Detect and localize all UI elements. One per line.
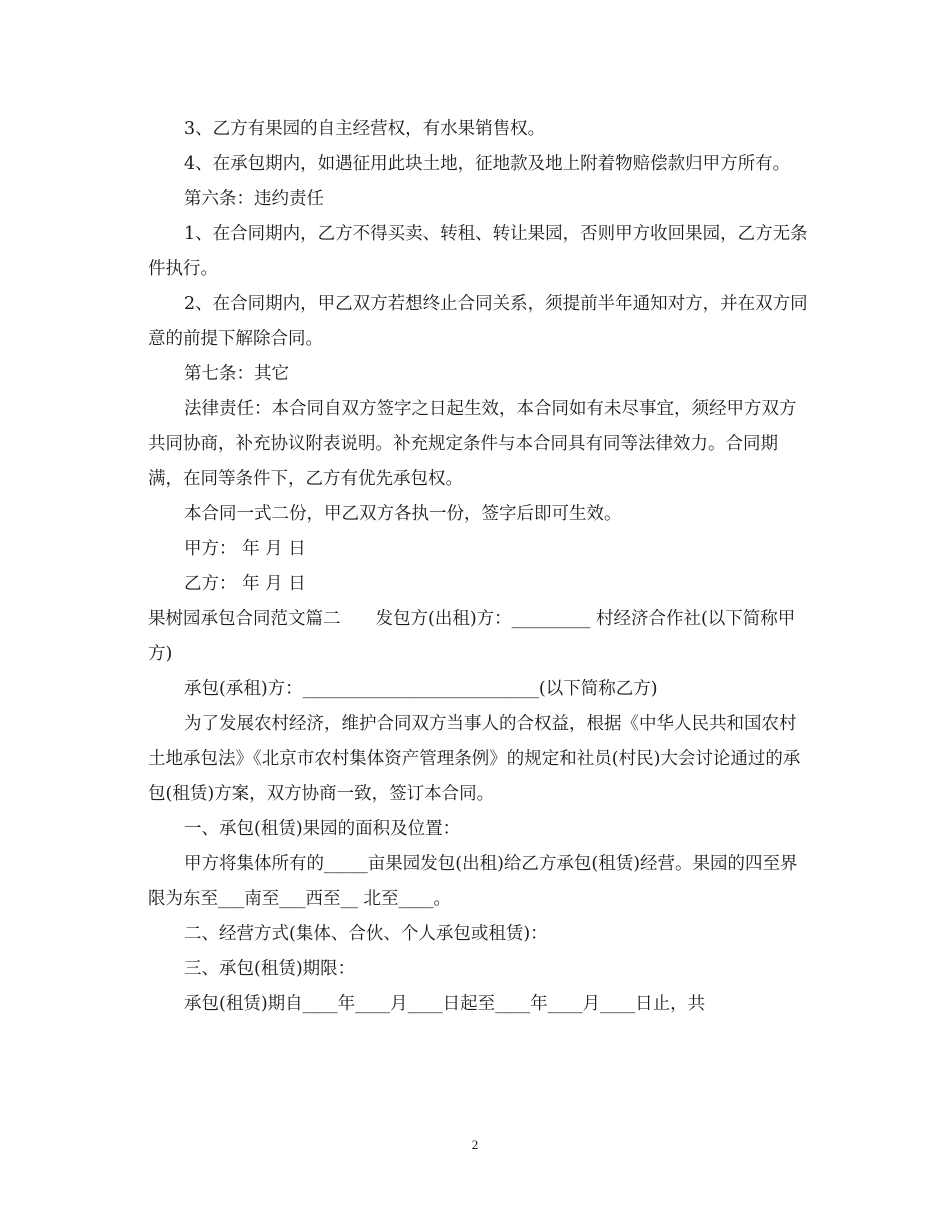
section-heading-operation-mode: 二、经营方式(集体、合伙、个人承包或租赁)： bbox=[184, 924, 548, 944]
paragraph-term: 承包(租赁)期自____年____月____日起至____年____月____日止，共 bbox=[184, 994, 706, 1014]
signature-party-b: 乙方： 年 月 日 bbox=[184, 574, 306, 594]
document-body bbox=[148, 112, 808, 1022]
paragraph-contractor: 承包(承租)方：___________________________(以下简称乙方) bbox=[184, 679, 658, 699]
paragraph-breach-2: 2、在合同期内，甲乙双方若想终止合同关系，须提前半年通知对方，并在双方同意的前提下解除合同。 bbox=[148, 294, 808, 349]
section-heading-area-location: 一、承包(租赁)果园的面积及位置： bbox=[184, 819, 461, 839]
paragraph-copies: 本合同一式二份，甲乙双方各执一份，签字后即可生效。 bbox=[184, 504, 622, 524]
section-heading-article-6: 第六条：违约责任 bbox=[184, 189, 324, 209]
paragraph-clause-4: 4、在承包期内，如遇征用此块土地，征地款及地上附着物赔偿款归甲方所有。 bbox=[184, 154, 791, 174]
paragraph-breach-1: 1、在合同期内，乙方不得买卖、转租、转让果园，否则甲方收回果园，乙方无条件执行。 bbox=[148, 224, 808, 279]
section-heading-term: 三、承包(租赁)期限： bbox=[184, 959, 356, 979]
signature-party-a: 甲方： 年 月 日 bbox=[184, 539, 306, 559]
paragraph-purpose: 为了发展农村经济，维护合同双方当事人的合权益，根据《中华人民共和国农村土地承包法》《北京市农村集体资产管理条例》的规定和社员(村民)大会讨论通过的承包(租赁)方案，双方协商一致，签订本合同。 bbox=[148, 714, 801, 804]
paragraph-clause-3: 3、乙方有果园的自主经营权，有水果销售权。 bbox=[184, 119, 546, 139]
contract-two-title: 果树园承包合同范文篇二 发包方(出租)方：_________ 村经济合作社(以下简称甲方) bbox=[148, 609, 796, 664]
paragraph-area-location: 甲方将集体所有的_____亩果园发包(出租)给乙方承包(租赁)经营。果园的四至界限为东至___南至___西至__ 北至____。 bbox=[148, 854, 798, 909]
section-heading-article-7: 第七条：其它 bbox=[184, 364, 289, 384]
paragraph-legal-liability: 法律责任：本合同自双方签字之日起生效，本合同如有未尽事宜，须经甲方双方共同协商，补充协议附表说明。补充规定条件与本合同具有同等法律效力。合同期满，在同等条件下，乙方有优先承包权。 bbox=[148, 399, 797, 489]
page-number: 2 bbox=[471, 1137, 479, 1152]
